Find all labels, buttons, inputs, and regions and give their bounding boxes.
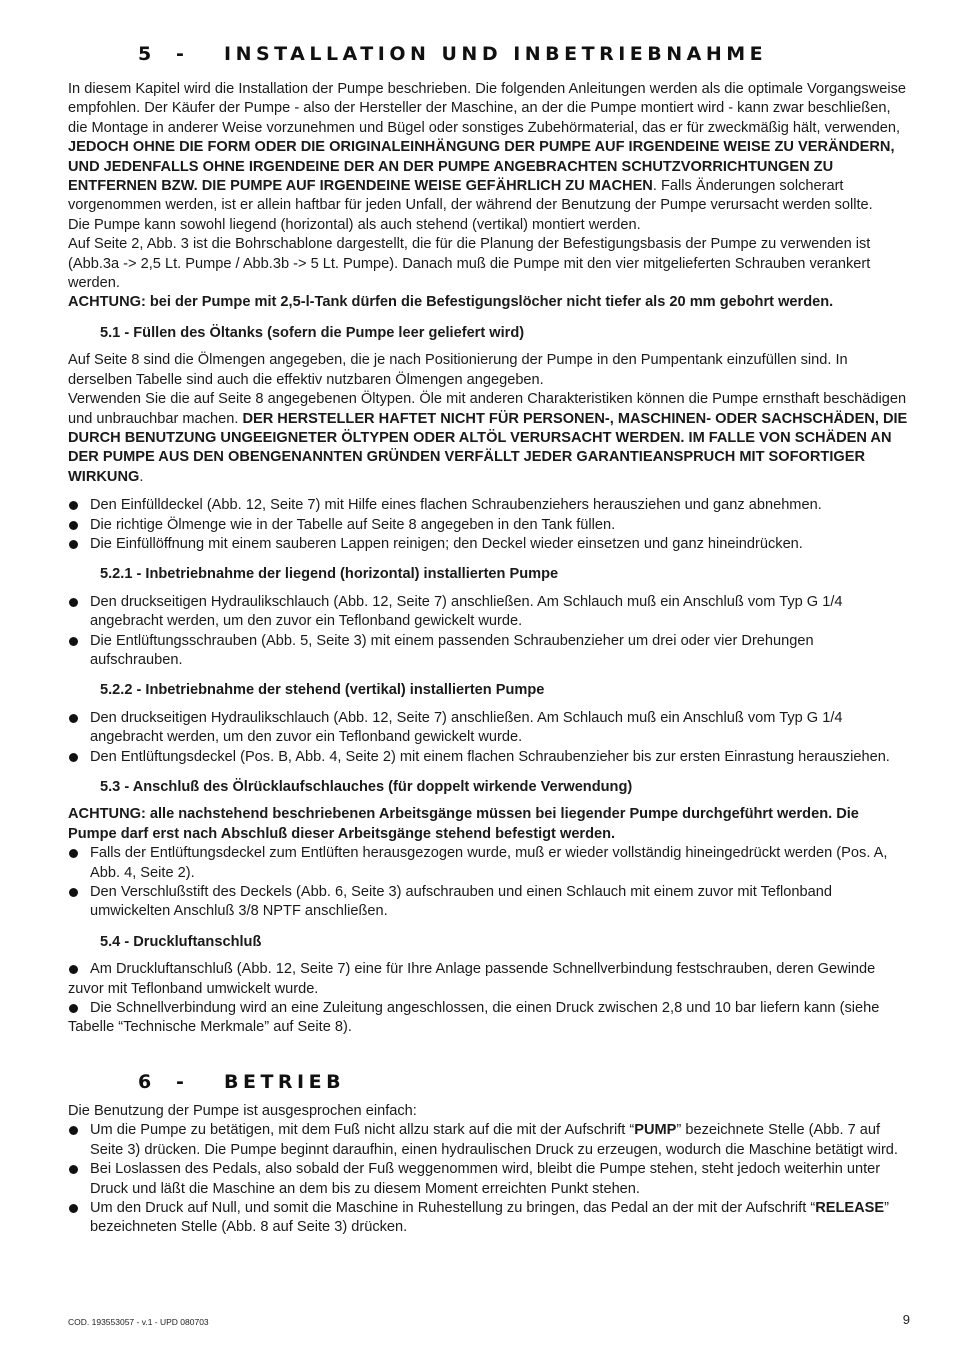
oil-quantity-paragraph: Auf Seite 8 sind die Ölmengen angegeben, die je nach Positionierung der Pumpe in den Pumpentank einzufüllen sind. In derselben Tabelle sind auch die effektiv nutzbaren Ölmengen angegeben.	[68, 352, 848, 388]
vertical-steps-list	[68, 709, 910, 767]
section-5-dash: -	[176, 43, 189, 65]
list-item: Die Einfüllöffnung mit einem sauberen Lappen reinigen; den Deckel wieder einsetzen und ganz hineindrücken.	[68, 535, 910, 554]
oil-type-text-bold: DER HERSTELLER HAFTET NICHT FÜR PERSONEN-, MASCHINEN- ODER SACHSCHÄDEN, DIE DURCH BENUTZUNG UNGEEIGNETER ÖLTYPEN ODER ALTÖL VERURSACHT WERDEN. IM FALLE VON SCHÄDEN AN DER PUMPE AUS DEN OBENGENANNTEN GRÜNDEN VERFÄLLT JEDER GARANTIEANSPRUCH MIT SOFORTIGER WIRKUNG	[68, 410, 908, 485]
section-5-heading	[138, 40, 910, 68]
section-5-number: 5	[138, 43, 156, 65]
section-5-warning	[68, 293, 910, 312]
list-item: Die richtige Ölmenge wie in der Tabelle auf Seite 8 angegeben in den Tank füllen.	[68, 516, 910, 535]
list-item	[68, 1121, 910, 1160]
intro-text-a: In diesem Kapitel wird die Installation der Pumpe beschrieben. Die folgenden Anleitungen werden als die optimale Vorgangsweise empfohlen. Der Käufer der Pumpe - also der Hersteller der Maschine, an der die Pumpe montiert wird - kann zwar beschließen, die Montage in anderer Weise vorzunehmen und Bügel oder sonstiges Zubehörmaterial, das er für zweckmäßig hält, verwenden,	[68, 81, 907, 136]
list-item: Den druckseitigen Hydraulikschlauch (Abb. 12, Seite 7) anschließen. Am Schlauch muß ein Anschluß vom Typ G 1/4 angebracht werden, um den zuvor ein Teflonband gewickelt wurde.	[68, 709, 910, 748]
document-code: COD. 193553057 - v.1 - UPD 080703	[68, 1317, 209, 1327]
oil-type-text-a: Verwenden Sie die auf Seite 8 angegebenen Öltypen. Öle mit anderen Charakteristiken können die Pumpe ernsthaft beschädigen und unbrauchbar machen.	[68, 391, 907, 427]
oil-type-paragraph	[68, 390, 910, 487]
section-5-3-warning	[68, 805, 910, 844]
section-5-title: INSTALLATION UND INBETRIEBNAHME	[224, 43, 768, 65]
pump-text-a: Um die Pumpe zu betätigen, mit dem Fuß nicht allzu stark auf die mit der Aufschrift “	[90, 1122, 635, 1139]
list-item: Den Einfülldeckel (Abb. 12, Seite 7) mit Hilfe eines flachen Schraubenziehers herausziehen und ganz abnehmen.	[68, 496, 910, 515]
subsection-5-3-title: 5.3 - Anschluß des Ölrücklaufschlauches (für doppelt wirkende Verwendung)	[100, 779, 633, 795]
page-content	[68, 40, 910, 1238]
subsection-5-2-2-title: 5.2.2 - Inbetriebnahme der stehend (vertikal) installierten Pumpe	[100, 682, 545, 699]
return-hose-steps-list	[68, 844, 910, 922]
intro-text-bold: JEDOCH OHNE DIE FORM ODER DIE ORIGINALEINHÄNGUNG DER PUMPE AUF IRGENDEINE WEISE ZU VERÄNDERN, UND JEDENFALLS OHNE IRGENDEINE DER AN DER PUMPE ANGEBRACHTEN SCHUTZVORRICHTUNGEN ZU ENTFERNEN BZW. DIE PUMPE AUF IRGENDEINE WEISE GEFÄHRLICH ZU MACHEN	[68, 139, 895, 195]
air-connection-bullet-1: Am Druckluftanschluß (Abb. 12, Seite 7) eine für Ihre Anlage passende Schnellverbindung festschrauben, deren Gewinde zuvor mit Teflonband umwickelt wurde.	[68, 960, 910, 999]
list-item: Den Entlüftungsdeckel (Pos. B, Abb. 4, Seite 2) mit einem flachen Schraubenzieher bis zur ersten Einrastung herausziehen.	[68, 748, 910, 767]
operation-steps-list	[68, 1121, 910, 1237]
section-6-dash: -	[176, 1070, 189, 1093]
intro-text-c: . Falls Änderungen solcherart vorgenommen werden, ist er allein haftbar für jeden Unfall, der während der Benutzung der Pumpe verursacht werden sollte.	[68, 178, 873, 214]
air-connection-bullet-2: Die Schnellverbindung wird an eine Zuleitung angeschlossen, die einen Druck zwischen 2,8 und 10 bar liefern kann (siehe Tabelle “Technische Merkmale” auf Seite 8).	[68, 999, 910, 1038]
release-text-a: Um den Druck auf Null, und somit die Maschine in Ruhestellung zu bringen, das Pedal an der mit der Aufschrift “	[90, 1199, 816, 1216]
mounting-paragraph: Die Pumpe kann sowohl liegend (horizontal) als auch stehend (vertikal) montiert werden.	[68, 216, 641, 233]
drill-template-paragraph: Auf Seite 2, Abb. 3 ist die Bohrschablone dargestellt, die für die Planung der Befestigungsbasis der Pumpe zu verwenden ist (Abb.3a -> 2,5 Lt. Pumpe / Abb.3b -> 5 Lt. Pumpe). Danach muß die Pumpe mit den vier mitgelieferten Schrauben verankert werden.	[68, 236, 871, 292]
section-6-title: BETRIEB	[224, 1070, 346, 1093]
section-6-number: 6	[138, 1070, 156, 1093]
horizontal-steps-list	[68, 593, 910, 671]
list-item: Den druckseitigen Hydraulikschlauch (Abb. 12, Seite 7) anschließen. Am Schlauch muß ein Anschluß vom Typ G 1/4 angebracht werden, um den zuvor ein Teflonband gewickelt wurde.	[68, 593, 910, 632]
release-text-c: ” bezeichneten Stelle (Abb. 8 auf Seite 3) drücken.	[90, 1199, 889, 1236]
pump-text-c: ” bezeichnete Stelle (Abb. 7 auf Seite 3) drücken. Die Pumpe beginnt daraufhin, einen hydraulischen Druck zu erzeugen, wodurch die Maschine betätigt wird.	[90, 1122, 898, 1158]
operation-intro: Die Benutzung der Pumpe ist ausgesprochen einfach:	[68, 1102, 417, 1119]
list-item: Falls der Entlüftungsdeckel zum Entlüften herausgezogen wurde, muß er wieder vollständig hineingedrückt werden (Pos. A, Abb. 4, Seite 2).	[68, 844, 910, 883]
oil-type-text-c: .	[139, 468, 144, 485]
subsection-5-4-title: 5.4 - Druckluftanschluß	[100, 933, 262, 950]
section-6-heading	[138, 1068, 910, 1096]
subsection-5-1-title: 5.1 - Füllen des Öltanks (sofern die Pumpe leer geliefert wird)	[100, 324, 525, 341]
warning-text: ACHTUNG: alle nachstehend beschriebenen Arbeitsgänge müssen bei liegender Pumpe durchgeführt werden. Die Pumpe darf erst nach Abschluß dieser Arbeitsgänge stehend befestigt werden.	[68, 806, 859, 842]
pump-keyword: PUMP	[634, 1122, 677, 1139]
filling-steps-list	[68, 496, 910, 554]
list-item	[68, 1199, 910, 1238]
warning-text: ACHTUNG: bei der Pumpe mit 2,5-l-Tank dürfen die Befestigungslöcher nicht tiefer als 20 mm gebohrt werden.	[68, 294, 834, 311]
subsection-5-2-1-title: 5.2.1 - Inbetriebnahme der liegend (horizontal) installierten Pumpe	[100, 566, 559, 583]
page-number: 9	[902, 1312, 910, 1327]
list-item: Die Entlüftungsschrauben (Abb. 5, Seite 3) mit einem passenden Schraubenzieher um drei oder vier Drehungen aufschrauben.	[68, 632, 910, 671]
list-item: Bei Loslassen des Pedals, also sobald der Fuß weggenommen wird, bleibt die Pumpe stehen, steht jedoch weiterhin unter Druck und läßt die Maschine an dem bis zu diesem Moment erreichten Punkt stehen.	[68, 1160, 910, 1199]
release-keyword: RELEASE	[815, 1199, 885, 1216]
list-item: Den Verschlußstift des Deckels (Abb. 6, Seite 3) aufschrauben und einen Schlauch mit einem zuvor mit Teflonband umwickelten Anschluß 3/8 NPTF anschließen.	[68, 883, 910, 922]
section-5-intro-paragraph	[68, 80, 910, 216]
